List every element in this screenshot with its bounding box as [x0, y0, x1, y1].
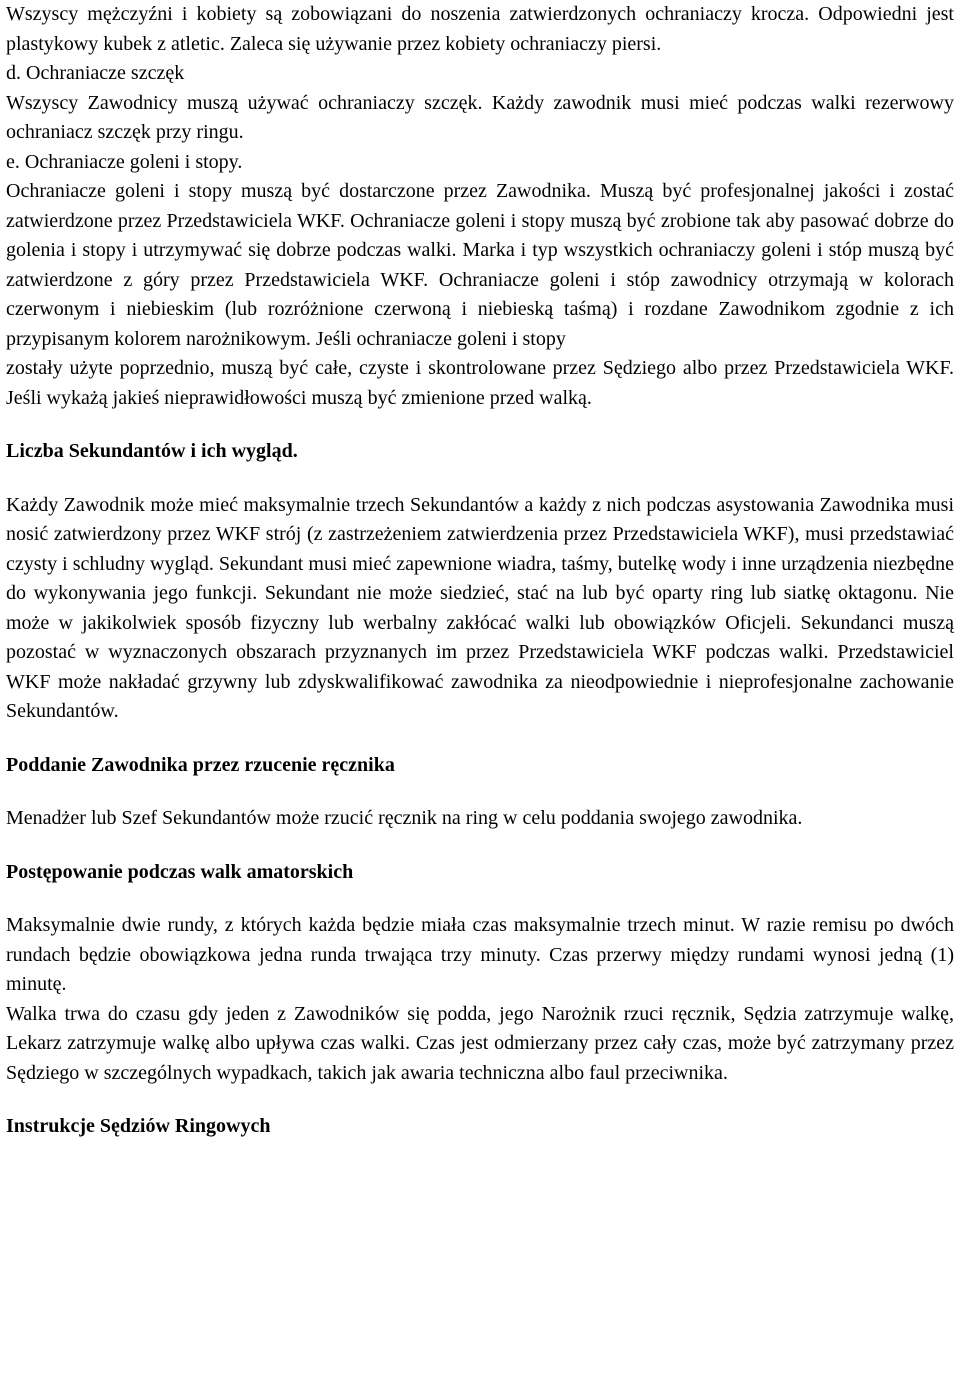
paragraph-amateur-stoppage: Walka trwa do czasu gdy jeden z Zawodników się podda, jego Narożnik rzuci ręcznik, Sędzia zatrzymuje walkę, Lekarz zatrzymuje walkę albo upływa czas walki. Czas jest odmierzany przez cały czas, może być zatrzymany przez Sędziego w szczególnych wypadkach, takich jak awaria techniczna albo faul przeciwnika.: [6, 1002, 954, 1084]
paragraph-groin-protectors: Wszyscy mężczyźni i kobiety są zobowiązani do noszenia zatwierdzonych ochraniaczy krocza. Odpowiedni jest plastykowy kubek z atletic. Zaleca się używanie przez kobiety ochraniaczy piersi.: [6, 3, 954, 55]
paragraph-seconds: Każdy Zawodnik może mieć maksymalnie trzech Sekundantów a każdy z nich podczas asystowania Zawodnika musi nosić zatwierdzony przez WKF strój (z zastrzeżeniem zatwierdzenia przez Przedstawiciela WKF), musi przedstawiać czysty i schludny wygląd. Sekundant musi mieć zapewnione wiadra, taśmy, butelkę wody i inne urządzenia niezbędne do wykonywania jego funkcji. Sekundant nie może siedzieć, stać na lub być oparty ring lub siatkę oktagonu. Nie może w jakikolwiek sposób fizyczny lub werbalny zakłócać walki lub obowiązków Oficjeli. Sekundanci muszą pozostać w wyznaczonych obszarach przyznanych im przez Przedstawiciela WKF podczas walki. Przedstawiciel WKF może nakładać grzywny lub zdyskwalifikować zawodnika za nieodpowiednie i nieprofesjonalne zachowanie Sekundantów.: [6, 493, 954, 722]
heading-referee-instructions: Instrukcje Sędziów Ringowych: [6, 1115, 271, 1137]
section-d-title: d. Ochraniacze szczęk: [6, 62, 185, 84]
section-e-title: e. Ochraniacze goleni i stopy.: [6, 150, 243, 173]
paragraph-amateur-rounds: Maksymalnie dwie rundy, z których każda będzie miała czas maksymalnie trzech minut. W razie remisu po dwóch rundach będzie obowiązkowa jedna runda trwająca trzy minuty. Czas przerwy między rundami wynosi jedną (1) minutę.: [6, 914, 954, 995]
paragraph-mouthguards: Wszyscy Zawodnicy muszą używać ochraniaczy szczęk. Każdy zawodnik musi mieć podczas walki rezerwowy ochraniacz szczęk przy ringu.: [6, 91, 954, 143]
heading-seconds: Liczba Sekundantów i ich wygląd.: [6, 440, 298, 462]
heading-amateur-bouts: Postępowanie podczas walk amatorskich: [6, 860, 354, 883]
heading-towel: Poddanie Zawodnika przez rzucenie ręcznika: [6, 753, 395, 776]
paragraph-shin-guards: Ochraniacze goleni i stopy muszą być dostarczone przez Zawodnika. Muszą być profesjonalnej jakości i zostać zatwierdzone przez Przedstawiciela WKF. Ochraniacze goleni i stopy muszą być zrobione tak aby pasować dobrze do golenia i stopy i utrzymywać się dobrze podczas walki. Marka i typ wszystkich ochraniaczy goleni i stóp muszą być zatwierdzone z góry przez Przedstawiciela WKF. Ochraniacze goleni i stóp zawodnicy otrzymają w kolorach czerwonym i niebieskim (lub rozróżnione czerwoną i niebieską taśmą) i rozdane Zawodnikom zgodnie z ich przypisanym kolorem narożnikowym. Jeśli ochraniacze goleni i stopy: [6, 180, 954, 350]
paragraph-towel: Menadżer lub Szef Sekundantów może rzucić ręcznik na ring w celu poddania swojego zawodnika.: [6, 807, 803, 829]
paragraph-shin-guards-continued: zostały użyte poprzednio, muszą być całe, czyste i skontrolowane przez Sędziego albo przez Przedstawiciela WKF. Jeśli wykażą jakieś nieprawidłowości muszą być zmienione przed walką.: [6, 357, 954, 409]
